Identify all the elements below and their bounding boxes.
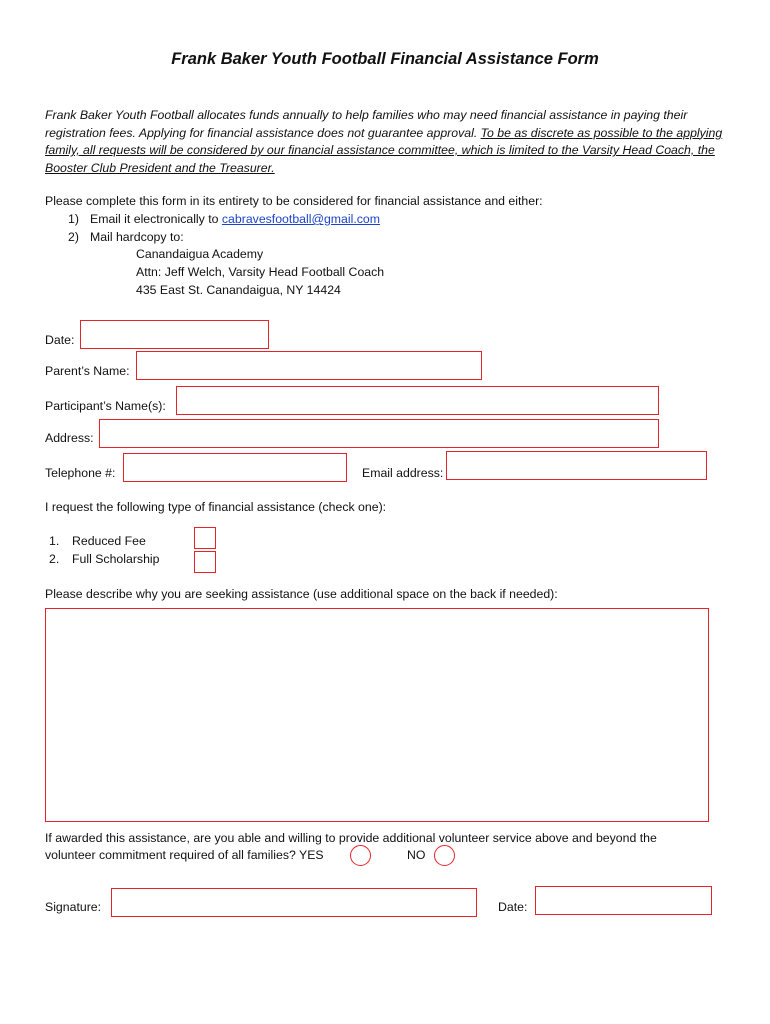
address-line-2: Attn: Jeff Welch, Varsity Head Football Coach (136, 265, 385, 279)
email-field[interactable] (446, 451, 707, 480)
no-radio[interactable] (434, 845, 455, 866)
full-scholarship-checkbox[interactable] (194, 551, 216, 573)
date-field[interactable] (80, 320, 269, 349)
email-label: Email address: (362, 466, 444, 480)
participant-name-label: Participant’s Name(s): (45, 399, 166, 413)
signature-field[interactable] (111, 888, 477, 917)
reduced-fee-checkbox[interactable] (194, 527, 216, 549)
instructions-lead: Please complete this form in its entirety to be considered for financial assistance and either: (45, 194, 543, 208)
telephone-field[interactable] (123, 453, 347, 482)
describe-prompt: Please describe why you are seeking assistance (use additional space on the back if needed): (45, 587, 558, 601)
option-scholarship-label: Full Scholarship (72, 552, 160, 566)
participant-name-field[interactable] (176, 386, 659, 415)
address-line-3: 435 East St. Canandaigua, NY 14424 (136, 283, 341, 297)
option2-text: Mail hardcopy to: (90, 230, 184, 244)
date-label: Date: (45, 333, 75, 347)
telephone-label: Telephone #: (45, 466, 116, 480)
intro-discretion-text: To be as discrete as possible to the applying family, all requests will be considered by our financial assistance committee, which is limited to the Varsity Head Coach, the Booster Club President and the Treasurer. (45, 125, 723, 175)
option1-email (90, 211, 380, 229)
option1-number: 1) (68, 212, 79, 226)
signature-date-label: Date: (498, 900, 528, 914)
option-scholarship-number: 2. (49, 552, 60, 566)
address-line-1: Canandaigua Academy (136, 247, 264, 261)
option1-text: Email it electronically to (90, 212, 222, 226)
reason-textarea[interactable] (45, 608, 709, 822)
volunteer-question-line2: volunteer commitment required of all families? YES (45, 848, 324, 862)
signature-label: Signature: (45, 900, 102, 914)
address-label: Address: (45, 431, 94, 445)
yes-radio[interactable] (350, 845, 371, 866)
address-field[interactable] (99, 419, 659, 448)
parent-name-label: Parent’s Name: (45, 364, 130, 378)
option-reduced-number: 1. (49, 534, 60, 548)
intro-text: Frank Baker Youth Football allocates funds annually to help families who may need financial assistance in paying their registration fees. Applying for financial assistance does not guarantee approval. (45, 108, 688, 140)
assistance-prompt: I request the following type of financial assistance (check one): (45, 500, 387, 514)
option2-number: 2) (68, 230, 79, 244)
no-label: NO (407, 848, 426, 862)
email-link[interactable]: cabravesfootball@gmail.com (221, 212, 380, 226)
parent-name-field[interactable] (136, 351, 482, 380)
form-title: Frank Baker Youth Football Financial Assistance Form (171, 50, 599, 68)
option-reduced-label: Reduced Fee (72, 534, 146, 548)
intro-paragraph (45, 107, 735, 177)
signature-date-field[interactable] (535, 886, 712, 915)
volunteer-question-line1: If awarded this assistance, are you able and willing to provide additional volunteer service above and beyond the (45, 831, 657, 845)
